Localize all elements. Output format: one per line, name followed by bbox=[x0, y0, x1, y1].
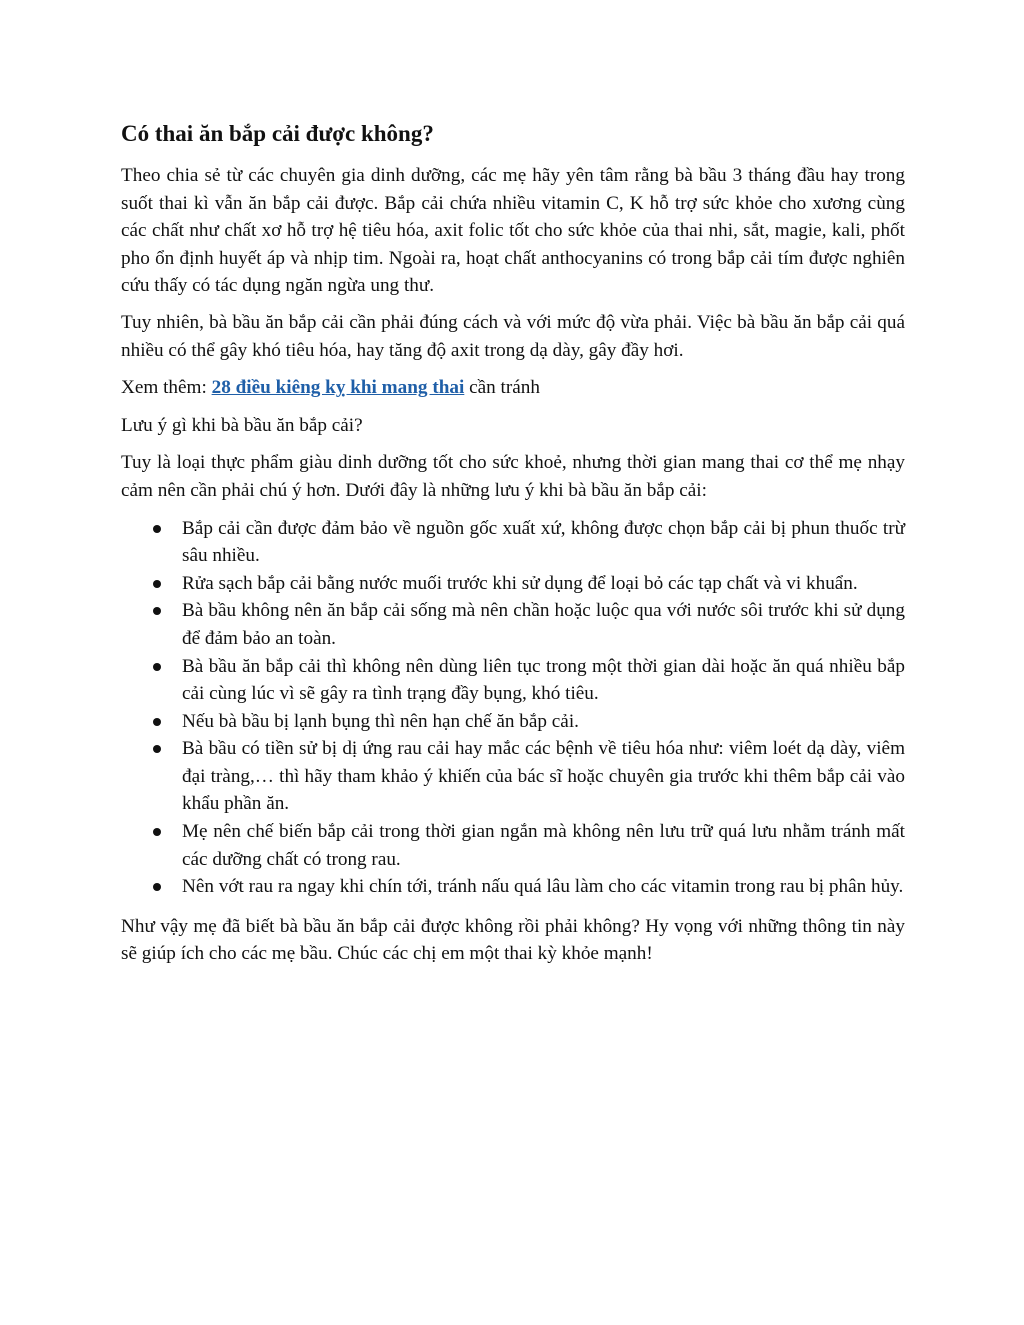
notes-intro-paragraph: Tuy là loại thực phẩm giàu dinh dưỡng tốt cho sức khoẻ, nhưng thời gian mang thai cơ thể mẹ nhạy cảm nên cần phải chú ý hơn. Dưới đây là những lưu ý khi bà bầu ăn bắp cải: bbox=[121, 452, 905, 501]
conclusion-paragraph: Như vậy mẹ đã biết bà bầu ăn bắp cải được không rồi phải không? Hy vọng với những thông tin này sẽ giúp ích cho các mẹ bầu. Chúc các chị em một thai kỳ khỏe mạnh! bbox=[121, 915, 905, 965]
bullet-icon bbox=[153, 828, 161, 836]
list-item-text: Nên vớt rau ra ngay khi chín tới, tránh nấu quá lâu làm cho các vitamin trong rau bị phân hủy. bbox=[182, 876, 904, 898]
list-item-text: Mẹ nên chế biến bắp cải trong thời gian ngắn mà không nên lưu trữ quá lưu nhằm tránh mất các dưỡng chất có trong rau. bbox=[182, 821, 905, 870]
list-item bbox=[121, 570, 905, 598]
list-item bbox=[121, 818, 905, 873]
list-item bbox=[121, 597, 905, 652]
list-item-text: Nếu bà bầu bị lạnh bụng thì nên hạn chế ăn bắp cải. bbox=[182, 710, 579, 732]
bullet-icon bbox=[153, 663, 161, 671]
section-question: Lưu ý gì khi bà bầu ăn bắp cải? bbox=[121, 414, 363, 436]
list-item bbox=[121, 653, 905, 708]
bullet-icon bbox=[153, 745, 161, 753]
list-item bbox=[121, 515, 905, 570]
list-item-text: Bắp cải cần được đảm bảo về nguồn gốc xuất xứ, không được chọn bắp cải bị phun thuốc trừ sâu nhiều. bbox=[182, 517, 905, 567]
list-item-text: Rửa sạch bắp cải bằng nước muối trước khi sử dụng để loại bỏ các tạp chất và vi khuẩn. bbox=[182, 572, 858, 594]
see-also-suffix: cần tránh bbox=[464, 377, 540, 399]
bullet-icon bbox=[153, 607, 161, 615]
tips-list bbox=[121, 515, 905, 901]
document-page bbox=[121, 118, 905, 978]
list-item-text: Bà bầu có tiền sử bị dị ứng rau cải hay mắc các bệnh về tiêu hóa như: viêm loét dạ dày, viêm đại tràng,… thì hãy tham khảo ý khiến của bác sĩ hoặc chuyên gia trước khi thêm bắp cải vào khẩu phần ăn. bbox=[182, 738, 905, 815]
page-title: Có thai ăn bắp cải được không? bbox=[121, 121, 434, 146]
see-also-prefix: Xem thêm: bbox=[121, 377, 212, 399]
list-item bbox=[121, 708, 905, 736]
list-item-text: Bà bầu không nên ăn bắp cải sống mà nên chần hoặc luộc qua với nước sôi trước khi sử dụng để đảm bảo an toàn. bbox=[182, 600, 905, 649]
bullet-icon bbox=[153, 525, 161, 533]
list-item bbox=[121, 873, 905, 901]
bullet-icon bbox=[153, 718, 161, 726]
see-also-line bbox=[121, 374, 905, 402]
caution-paragraph: Tuy nhiên, bà bầu ăn bắp cải cần phải đúng cách và với mức độ vừa phải. Việc bà bầu ăn bắp cải quá nhiều có thể gây khó tiêu hóa, hay tăng độ axit trong dạ dày, gây đầy hơi. bbox=[121, 311, 905, 361]
list-item-text: Bà bầu ăn bắp cải thì không nên dùng liên tục trong một thời gian dài hoặc ăn quá nhiều bắp cải cùng lúc vì sẽ gây ra tình trạng đầy bụng, khó tiêu. bbox=[182, 655, 905, 705]
bullet-icon bbox=[153, 883, 161, 891]
bullet-icon bbox=[153, 580, 161, 588]
see-also-link[interactable]: 28 điều kiêng kỵ khi mang thai bbox=[211, 377, 465, 399]
list-item bbox=[121, 735, 905, 818]
intro-paragraph: Theo chia sẻ từ các chuyên gia dinh dưỡng, các mẹ hãy yên tâm rằng bà bầu 3 tháng đầu hay trong suốt thai kì vẫn ăn bắp cải được. Bắp cải chứa nhiều vitamin C, K hỗ trợ sức khỏe cho xương cùng các chất như chất xơ hỗ trợ hệ tiêu hóa, axit folic tốt cho sức khỏe của thai nhi, sắt, magie, kali, phốt pho ổn định huyết áp và nhịp tim. Ngoài ra, hoạt chất anthocyanins có trong bắp cải tím được nghiên cứu thấy có tác dụng ngăn ngừa ung thư. bbox=[121, 165, 905, 297]
